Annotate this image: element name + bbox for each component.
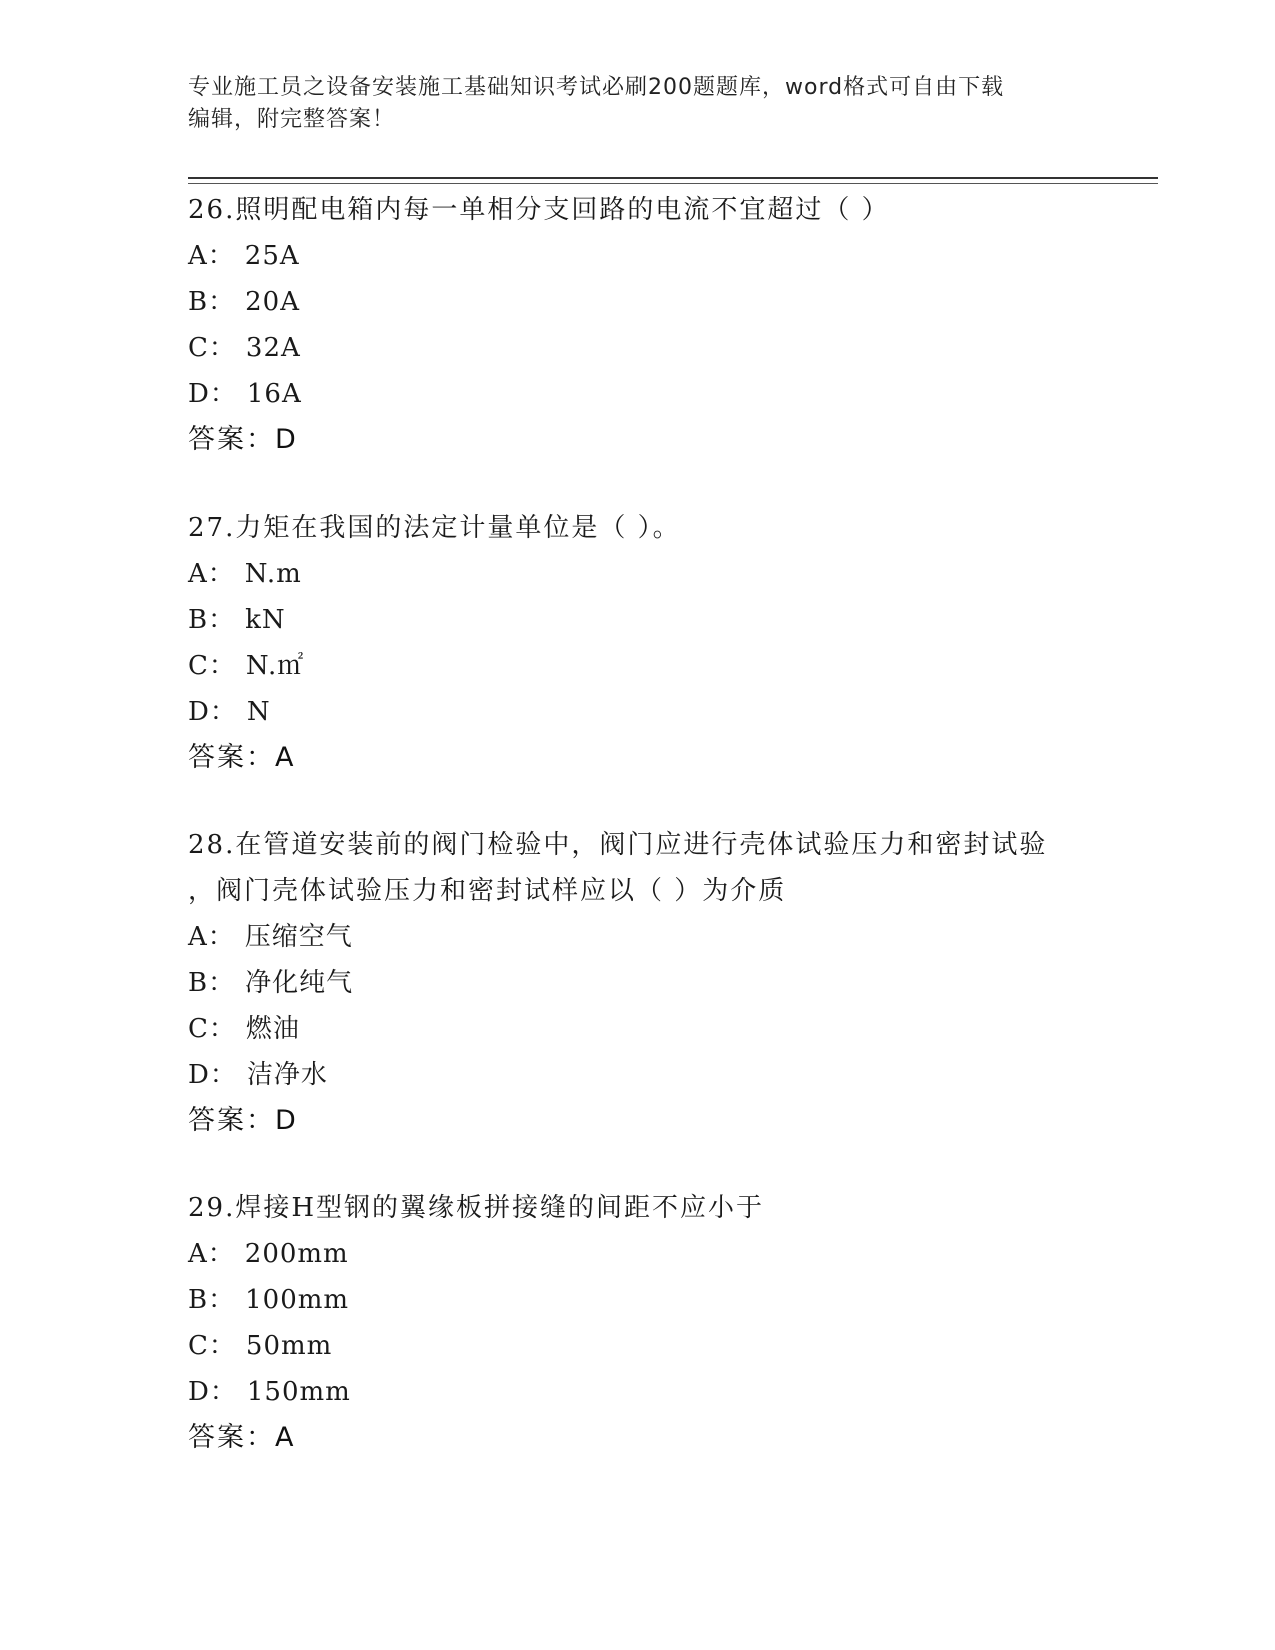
option-d (188, 1052, 1088, 1098)
option-text: N (246, 697, 271, 727)
header-divider-thick (188, 177, 1158, 179)
option-c (188, 1006, 1088, 1052)
question-stem: 26.照明配电箱内每一单相分支回路的电流不宜超过（ ） (188, 195, 890, 225)
option-b (188, 279, 1088, 325)
option-c (188, 1323, 1088, 1369)
option-text: 16A (246, 379, 302, 409)
option-label: A： (188, 241, 235, 271)
option-text: 净化纯气 (245, 968, 354, 998)
option-label: C： (188, 1014, 236, 1044)
option-label: A： (188, 1239, 235, 1269)
option-text: 100mm (245, 1285, 350, 1315)
option-text: N.㎡ (245, 651, 305, 681)
option-text: 150mm (246, 1377, 351, 1407)
option-label: C： (188, 1331, 236, 1361)
option-label: A： (188, 922, 235, 952)
option-c (188, 325, 1088, 371)
option-label: B： (188, 287, 236, 317)
question-26 (188, 187, 1088, 463)
option-text: kN (245, 605, 286, 635)
option-text: 25A (244, 241, 300, 271)
option-label: D： (188, 1060, 237, 1090)
option-c (188, 643, 1088, 689)
option-a (188, 551, 1088, 597)
question-28 (188, 822, 1088, 1144)
option-label: C： (188, 333, 236, 363)
option-text: 50mm (245, 1331, 333, 1361)
option-b (188, 1277, 1088, 1323)
option-text: 200mm (244, 1239, 349, 1269)
option-text: N.m (244, 559, 302, 589)
question-stem-continued: ，阀门壳体试验压力和密封试样应以（ ）为介质 (188, 876, 787, 906)
answer-line: 答案：A (188, 1422, 296, 1453)
question-stem: 27.力矩在我国的法定计量单位是（ ）。 (188, 513, 681, 543)
question-stem: 29.焊接H型钢的翼缘板拼接缝的间距不应小于 (188, 1193, 765, 1223)
option-label: B： (188, 968, 236, 998)
question-29 (188, 1185, 1088, 1461)
answer-line: 答案：D (188, 424, 298, 455)
question-stem: 28.在管道安装前的阀门检验中，阀门应进行壳体试验压力和密封试验 (188, 830, 1048, 860)
option-label: D： (188, 697, 237, 727)
option-text: 压缩空气 (244, 922, 353, 952)
option-b (188, 960, 1088, 1006)
option-text: 洁净水 (246, 1060, 328, 1090)
option-label: C： (188, 651, 236, 681)
option-label: D： (188, 379, 237, 409)
option-label: B： (188, 1285, 236, 1315)
option-text: 20A (245, 287, 300, 317)
option-text: 32A (245, 333, 301, 363)
header-divider-thin (188, 183, 1158, 184)
option-a (188, 233, 1088, 279)
header-line-2: 编辑，附完整答案！ (188, 107, 396, 132)
document-header (188, 72, 1088, 136)
option-d (188, 1369, 1088, 1415)
option-b (188, 597, 1088, 643)
option-text: 燃油 (245, 1014, 300, 1044)
option-a (188, 914, 1088, 960)
option-d (188, 371, 1088, 417)
answer-line: 答案：D (188, 1105, 298, 1136)
answer-line: 答案：A (188, 742, 296, 773)
header-line-1: 专业施工员之设备安装施工基础知识考试必刷200题题库，word格式可自由下载 (188, 75, 1005, 100)
question-27 (188, 505, 1088, 781)
option-label: A： (188, 559, 235, 589)
option-label: B： (188, 605, 236, 635)
option-d (188, 689, 1088, 735)
option-a (188, 1231, 1088, 1277)
option-label: D： (188, 1377, 237, 1407)
